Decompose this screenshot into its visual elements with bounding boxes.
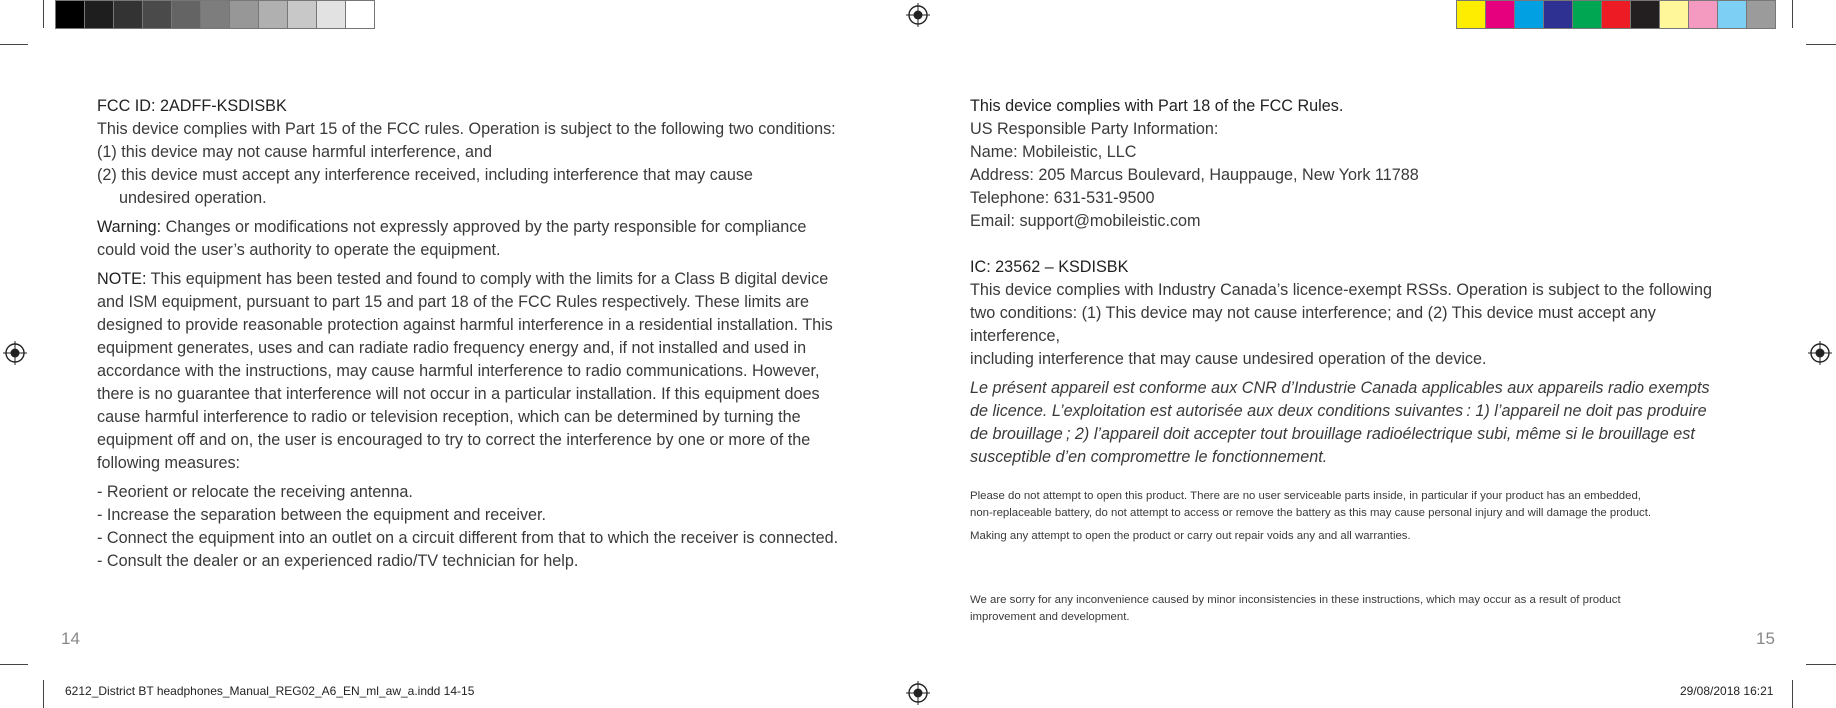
crop-mark bbox=[43, 680, 44, 708]
color-swatch bbox=[287, 0, 317, 29]
color-swatch bbox=[55, 0, 85, 29]
french-line: Le présent appareil est conforme aux CNR d’Industrie Canada applicables aux appareils radio exempts bbox=[970, 379, 1710, 397]
condition-2-continued: undesired operation. bbox=[119, 189, 267, 207]
color-swatch bbox=[1717, 0, 1747, 29]
french-line: de brouillage ; 2) l’appareil doit accepter tout brouillage radioélectrique subi, même si le brouillage est bbox=[970, 425, 1695, 443]
color-swatch bbox=[1514, 0, 1544, 29]
ic-number: IC: 23562 – KSDISBK bbox=[970, 258, 1129, 276]
ic-line: This device complies with Industry Canada’s licence-exempt RSSs. Operation is subject to the following bbox=[970, 281, 1712, 299]
note-line: cause harmful interference to radio or television reception, which can be determined by turning the bbox=[97, 408, 801, 426]
party-telephone: Telephone: 631-531-9500 bbox=[970, 189, 1155, 207]
color-swatch bbox=[142, 0, 172, 29]
color-swatch bbox=[1746, 0, 1776, 29]
crop-mark bbox=[43, 0, 44, 28]
right-page-content bbox=[970, 95, 1740, 626]
note-line: accordance with the instructions, may cause harmful interference to radio communications. However, bbox=[97, 362, 820, 380]
ic-line: two conditions: (1) This device may not cause interference; and (2) This device must accept any interference, bbox=[970, 304, 1656, 345]
color-swatch bbox=[258, 0, 288, 29]
color-swatch bbox=[1456, 0, 1486, 29]
measure-item: - Reorient or relocate the receiving antenna. bbox=[97, 483, 413, 501]
condition-1: (1) this device may not cause harmful interference, and bbox=[97, 143, 492, 161]
note-line: following measures: bbox=[97, 454, 241, 472]
color-swatch bbox=[229, 0, 259, 29]
color-swatch bbox=[1688, 0, 1718, 29]
crop-mark bbox=[0, 44, 28, 45]
apology-line: We are sorry for any inconvenience caused by minor inconsistencies in these instructions, which may occur as a result of product bbox=[970, 594, 1621, 606]
crop-mark bbox=[1792, 680, 1793, 708]
page-number-right: 15 bbox=[1756, 629, 1775, 648]
slug-date: 29/08/2018 16:21 bbox=[1680, 684, 1774, 698]
color-swatch bbox=[84, 0, 114, 29]
registration-mark-icon bbox=[906, 3, 930, 27]
party-heading: US Responsible Party Information: bbox=[970, 120, 1219, 138]
ic-line: including interference that may cause undesired operation of the device. bbox=[970, 350, 1487, 368]
party-email: Email: support@mobileistic.com bbox=[970, 212, 1201, 230]
note-label: NOTE: bbox=[97, 270, 147, 288]
measure-item: - Connect the equipment into an outlet on a circuit different from that to which the receiver is connected. bbox=[97, 529, 839, 547]
crop-mark bbox=[1792, 0, 1793, 28]
part18-statement: This device complies with Part 18 of the FCC Rules. bbox=[970, 97, 1344, 115]
registration-mark-icon bbox=[906, 681, 930, 705]
color-swatch bbox=[1543, 0, 1573, 29]
color-swatch bbox=[1659, 0, 1689, 29]
note-line: and ISM equipment, pursuant to part 15 and part 18 of the FCC Rules respectively. These limits are bbox=[97, 293, 810, 311]
measure-item: - Consult the dealer or an experienced radio/TV technician for help. bbox=[97, 552, 579, 570]
part15-statement: This device complies with Part 15 of the FCC rules. Operation is subject to the following two conditions: bbox=[97, 120, 836, 138]
fcc-id: FCC ID: 2ADFF-KSDISBK bbox=[97, 97, 287, 115]
battery-warning-line: non-replaceable battery, do not attempt to access or remove the battery as this may cause personal injury and will damage the product. bbox=[970, 507, 1652, 519]
measure-item: - Increase the separation between the equipment and receiver. bbox=[97, 506, 547, 524]
color-swatch bbox=[200, 0, 230, 29]
warning-paragraph-continued: could void the user’s authority to operate the equipment. bbox=[97, 241, 501, 259]
color-swatch bbox=[1630, 0, 1660, 29]
battery-warning-line: Please do not attempt to open this product. There are no user serviceable parts inside, in particular if your product has an embedded, bbox=[970, 490, 1641, 502]
color-swatch bbox=[1572, 0, 1602, 29]
apology-line: improvement and development. bbox=[970, 611, 1130, 623]
note-line: equipment generates, uses and can radiate radio frequency energy and, if not installed and used in bbox=[97, 339, 807, 357]
warning-paragraph: Warning: Changes or modifications not expressly approved by the party responsible for compliance bbox=[97, 218, 807, 236]
left-page-content bbox=[97, 95, 867, 573]
note-line: designed to provide reasonable protection against harmful interference in a residential installation. This bbox=[97, 316, 833, 334]
party-address: Address: 205 Marcus Boulevard, Hauppauge, New York 11788 bbox=[970, 166, 1419, 184]
note-line: equipment off and on, the user is encouraged to try to correct the interference by one or more of the bbox=[97, 431, 811, 449]
page-number-left: 14 bbox=[61, 629, 80, 648]
registration-mark-icon bbox=[1808, 341, 1832, 365]
slug-filename: 6212_District BT headphones_Manual_REG02_A6_EN_ml_aw_a.indd 14-15 bbox=[65, 684, 475, 698]
color-swatch bbox=[316, 0, 346, 29]
crop-mark bbox=[0, 664, 28, 665]
color-swatch bbox=[345, 0, 375, 29]
warning-label: Warning: bbox=[97, 218, 162, 236]
crop-mark bbox=[1806, 664, 1836, 665]
registration-mark-icon bbox=[3, 341, 27, 365]
party-name: Name: Mobileistic, LLC bbox=[970, 143, 1137, 161]
condition-2: (2) this device must accept any interference received, including interference that may cause bbox=[97, 166, 753, 184]
note-paragraph: NOTE: This equipment has been tested and found to comply with the limits for a Class B digital device bbox=[97, 270, 829, 288]
color-swatch bbox=[1601, 0, 1631, 29]
color-swatch bbox=[1485, 0, 1515, 29]
color-swatch bbox=[171, 0, 201, 29]
warranty-note: Making any attempt to open the product or carry out repair voids any and all warranties. bbox=[970, 530, 1411, 542]
note-line: there is no guarantee that interference will not occur in a particular installation. If this equipment does bbox=[97, 385, 820, 403]
color-swatch bbox=[113, 0, 143, 29]
french-line: de licence. L’exploitation est autorisée aux deux conditions suivantes : 1) l’appareil ne doit pas produire bbox=[970, 402, 1707, 420]
process-color-bar bbox=[1456, 0, 1781, 29]
grayscale-color-bar bbox=[55, 0, 379, 29]
crop-mark bbox=[1806, 44, 1836, 45]
french-line: susceptible d’en compromettre le fonctionnement. bbox=[970, 448, 1328, 466]
